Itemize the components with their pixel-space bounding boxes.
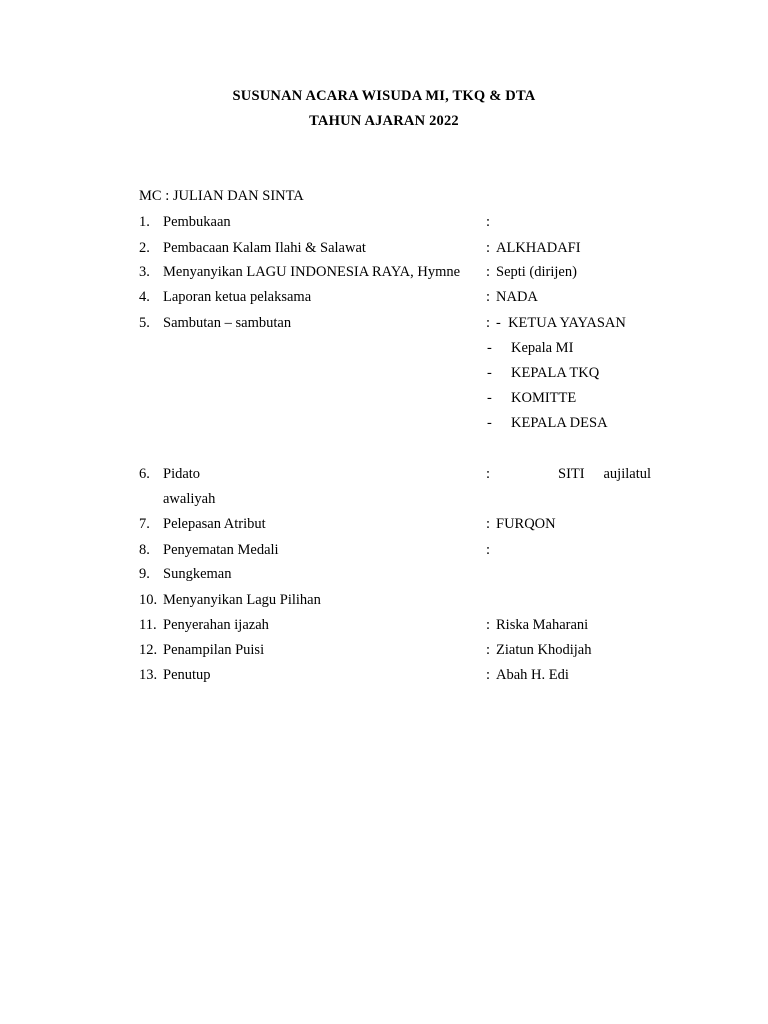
item-label: Pembukaan — [163, 214, 231, 230]
item-label: Pelepasan Atribut — [163, 516, 266, 532]
item-colon: : — [486, 542, 491, 558]
item-number: 13. — [139, 667, 158, 683]
document-title: SUSUNAN ACARA WISUDA MI, TKQ & DTA — [232, 88, 536, 104]
agenda-item — [139, 540, 651, 560]
item-value: Septi (dirijen) — [496, 264, 577, 280]
list-dash: - — [487, 365, 492, 381]
item-number: 7. — [139, 516, 150, 532]
item-value: Abah H. Edi — [496, 667, 569, 683]
item-number: 8. — [139, 542, 150, 558]
agenda-item — [139, 212, 651, 232]
agenda-item — [139, 238, 651, 258]
item-label: Pidato — [163, 466, 201, 482]
item-number: 4. — [139, 289, 150, 305]
item-label: Penyematan Medali — [163, 542, 279, 558]
list-dash: - — [487, 340, 492, 356]
item-colon: : — [486, 315, 491, 331]
item-number: 11. — [139, 617, 157, 633]
agenda-item — [139, 287, 651, 307]
item-label: Sungkeman — [163, 566, 232, 582]
agenda-item — [139, 313, 651, 333]
item-colon: : — [486, 516, 491, 532]
list-dash: - — [487, 390, 492, 406]
agenda-item — [139, 464, 651, 484]
item-number: 6. — [139, 466, 150, 482]
item-colon: : — [486, 289, 491, 305]
item-number: 10. — [139, 592, 158, 608]
item-colon: : — [486, 214, 491, 230]
item-colon: : — [486, 466, 491, 482]
item-number: 1. — [139, 214, 150, 230]
item-label: Laporan ketua pelaksama — [163, 289, 312, 305]
list-text: KEPALA DESA — [511, 415, 608, 431]
item-value-part: SITI — [558, 466, 585, 482]
agenda-item — [139, 640, 651, 660]
item-label: Sambutan – sambutan — [163, 315, 292, 331]
item-label: Menyanyikan Lagu Pilihan — [163, 592, 321, 608]
item-number: 2. — [139, 240, 150, 256]
item-value: Ziatun Khodijah — [496, 642, 592, 658]
item-value-part: aujilatul — [603, 466, 651, 482]
item-label: Penyerahan ijazah — [163, 617, 269, 633]
item-label: Menyanyikan LAGU INDONESIA RAYA, Hymne — [163, 264, 461, 280]
item-label: Penutup — [163, 667, 211, 683]
item-number: 9. — [139, 566, 150, 582]
agenda-item — [139, 665, 651, 685]
item-value: ALKHADAFI — [496, 240, 581, 256]
document-subtitle: TAHUN AJARAN 2022 — [309, 113, 459, 129]
item-number: 3. — [139, 264, 150, 280]
item-colon: : — [486, 667, 491, 683]
list-text: KOMITTE — [511, 390, 577, 406]
item-colon: : — [486, 642, 491, 658]
list-text: KEPALA TKQ — [511, 365, 600, 381]
agenda-item — [139, 615, 651, 635]
item-colon: : — [486, 264, 491, 280]
mc-line: MC : JULIAN DAN SINTA — [139, 188, 304, 204]
sambutan-list-item — [487, 413, 657, 433]
item-value: NADA — [496, 289, 538, 305]
sambutan-list-item — [487, 338, 657, 358]
item-number: 12. — [139, 642, 158, 658]
agenda-item — [139, 514, 651, 534]
item-value-continuation: awaliyah — [163, 491, 216, 507]
sambutan-list-item — [487, 363, 657, 383]
agenda-item — [139, 564, 651, 584]
sambutan-list-item — [487, 388, 657, 408]
agenda-item — [139, 262, 651, 282]
item-colon: : — [486, 240, 491, 256]
item-number: 5. — [139, 315, 150, 331]
item-label: Penampilan Puisi — [163, 642, 265, 658]
item-value: - KETUA YAYASAN — [496, 315, 626, 331]
item-label: Pembacaan Kalam Ilahi & Salawat — [163, 240, 366, 256]
item-value — [496, 464, 651, 484]
item-colon: : — [486, 617, 491, 633]
item-value: FURQON — [496, 516, 556, 532]
item-value: Riska Maharani — [496, 617, 589, 633]
list-dash: - — [487, 415, 492, 431]
agenda-item — [139, 590, 651, 610]
list-text: Kepala MI — [511, 340, 574, 356]
